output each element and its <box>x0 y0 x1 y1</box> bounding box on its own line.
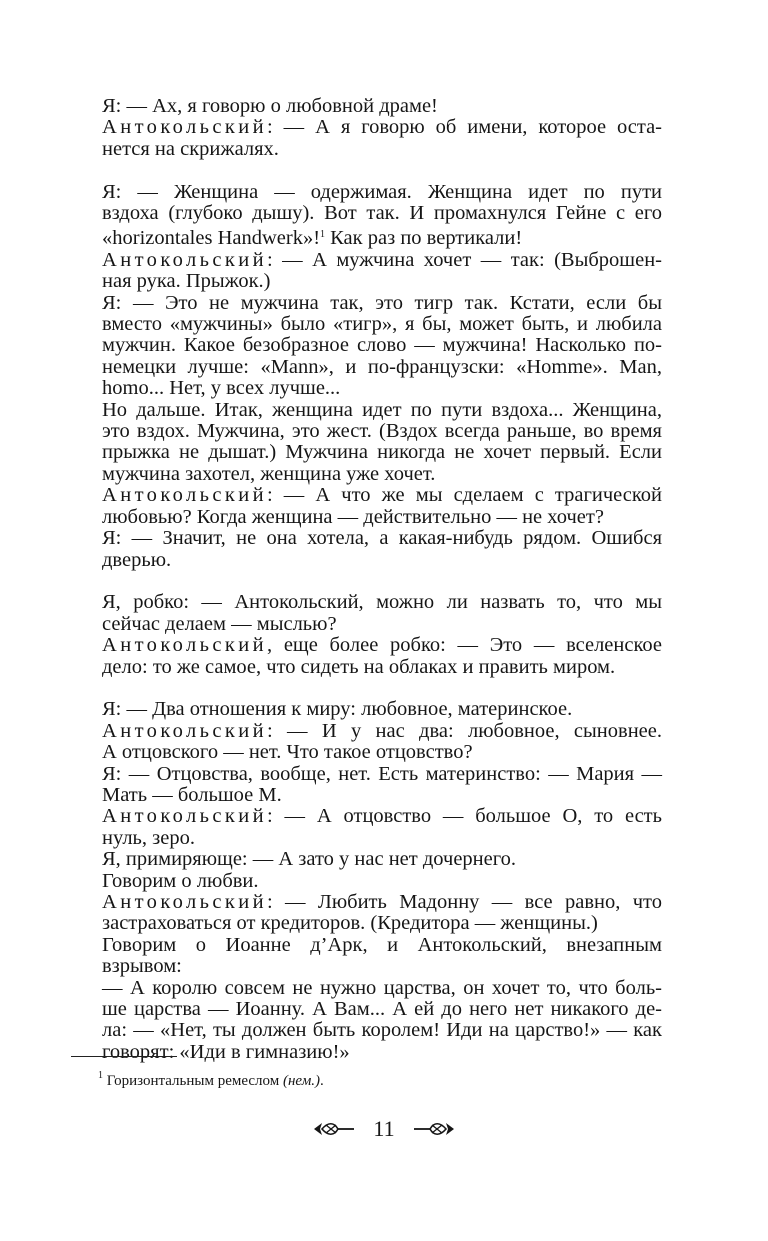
line-text: вздоха (глубоко дышу). Вот так. И промахнулся Гейне с его <box>102 202 662 225</box>
line-text: мужчин. Какое безобразное слово — мужчина! Насколько по- <box>102 334 662 357</box>
text-line <box>71 657 662 678</box>
text-line <box>71 785 662 806</box>
speaker-name: Антокольский <box>102 484 267 507</box>
text-line <box>71 999 662 1020</box>
line-text: вместо «мужчины» было «тигр», я бы, может быть, и любила <box>102 313 662 336</box>
text-line <box>71 139 662 160</box>
paragraph <box>71 485 662 528</box>
line-text: нуль, зеро. <box>102 826 195 849</box>
line-text: Я: — Отцовства, вообще, нет. Есть материнство: — Мария — <box>102 762 662 785</box>
footnote-marker: 1 <box>98 1070 103 1081</box>
paragraph-gap <box>71 571 662 592</box>
paragraph <box>71 592 662 635</box>
footnote-reference: 1 <box>320 229 326 241</box>
footnote-end: . <box>320 1073 324 1089</box>
line-text: сейчас делаем — мыслью? <box>102 612 337 635</box>
paragraph <box>71 935 662 978</box>
line-text: ная рука. Прыжок.) <box>102 270 271 293</box>
paragraph <box>71 293 662 400</box>
line-text: дверью. <box>102 548 172 571</box>
line-text: : — А что же мы сделаем с трагической <box>267 484 662 507</box>
text-line <box>71 485 662 506</box>
line-text: любовью? Когда женщина — действительно — не хочет? <box>102 505 604 528</box>
line-text: Как раз по вертикали! <box>325 227 523 250</box>
paragraph <box>71 978 662 1064</box>
line-text: Говорим о любви. <box>102 869 259 892</box>
text-line <box>71 293 662 314</box>
paragraph <box>71 849 662 870</box>
line-text: Я, примиряюще: — А зато у нас нет дочернего. <box>102 848 517 871</box>
line-text: Я: — Значит, не она хотела, а какая-нибудь рядом. Ошибся <box>102 527 662 550</box>
line-text: это вздох. Мужчина, это жест. (Вздох всегда раньше, во время <box>102 420 662 443</box>
line-text: Мать — большое М. <box>102 783 282 806</box>
text-line <box>71 978 662 999</box>
text-line <box>71 806 662 827</box>
line-text: Я: — Это не мужчина так, это тигр так. Кстати, если бы <box>102 291 662 314</box>
text-line <box>71 117 662 138</box>
text-line <box>71 614 662 635</box>
text-line <box>71 742 662 763</box>
paragraph <box>71 182 662 250</box>
speaker-name: Антокольский <box>102 890 267 913</box>
text-line <box>71 335 662 356</box>
speaker-name: Антокольский <box>102 805 267 828</box>
paragraph-gap <box>71 160 662 181</box>
line-text: ла: — «Нет, ты должен быть королем! Иди на царство!» — как <box>102 1019 662 1042</box>
line-text: Я: — Женщина — одержимая. Женщина идет по пути <box>102 180 662 203</box>
line-text: — А королю совсем не нужно царства, он хочет то, что боль- <box>102 976 662 999</box>
paragraph <box>71 635 662 678</box>
paragraph <box>71 871 662 892</box>
text-line <box>71 1020 662 1041</box>
text-line <box>71 314 662 335</box>
line-text: Но дальше. Итак, женщина идет по пути вздоха... Женщина, <box>102 398 662 421</box>
line-text: ше царства — Иоанну. А Вам... А ей до него нет никакого де- <box>102 998 662 1021</box>
line-text: homo... Нет, у всех лучше... <box>102 377 341 400</box>
page-footer <box>0 1114 768 1142</box>
paragraph <box>71 528 662 571</box>
paragraph-gap <box>71 678 662 699</box>
text-line <box>71 592 662 613</box>
line-text: застраховаться от кредиторов. (Кредитора — женщины.) <box>102 912 598 935</box>
text-line <box>71 849 662 870</box>
right-ornament-icon <box>412 1120 456 1138</box>
text-line <box>71 892 662 913</box>
page-number: 11 <box>373 1115 395 1141</box>
text-line <box>71 635 662 656</box>
line-text: : — Любить Мадонну — все равно, что <box>267 890 662 913</box>
text-line <box>71 464 662 485</box>
text-line <box>71 828 662 849</box>
text-line <box>71 421 662 442</box>
text-line <box>71 182 662 203</box>
text-line <box>71 357 662 378</box>
line-text: : — А мужчина хочет — так: (Выброшен- <box>267 248 662 271</box>
text-line <box>71 378 662 399</box>
speaker-name: Антокольский <box>102 634 267 657</box>
main-text <box>71 96 662 1063</box>
speaker-name: Антокольский <box>102 116 267 139</box>
line-text: говорят: «Иди в гимназию!» <box>102 1040 350 1063</box>
text-line <box>71 442 662 463</box>
text-line <box>71 224 662 249</box>
paragraph <box>71 806 662 849</box>
text-line <box>71 250 662 271</box>
line-text: прыжка не дышат.) Мужчина никогда не хочет первый. Если <box>102 441 662 464</box>
footnote-text: Горизонтальным ремеслом <box>106 1073 283 1089</box>
line-text: Говорим о Иоанне д’Арк, и Антокольский, внезапным <box>102 933 662 956</box>
text-line <box>71 1042 662 1063</box>
line-text: немецки лучше: «Mann», и по-французски: «Homme». Man, <box>102 355 662 378</box>
line-text: дело: то же самое, что сидеть на облаках и править миром. <box>102 655 616 678</box>
paragraph <box>71 117 662 160</box>
text-line <box>71 203 662 224</box>
text-line <box>71 96 662 117</box>
text-line <box>71 550 662 571</box>
line-text: : — А я говорю об имени, которое оста- <box>267 116 662 139</box>
paragraph <box>71 400 662 486</box>
line-text: : — А отцовство — большое О, то есть <box>267 805 662 828</box>
text-line <box>71 721 662 742</box>
paragraph <box>71 96 662 117</box>
line-text: мужчина захотел, женщина уже хочет. <box>102 462 436 485</box>
paragraph <box>71 250 662 293</box>
text-line <box>71 871 662 892</box>
line-text: Я: — Ах, я говорю о любовной драме! <box>102 95 438 117</box>
text-line <box>71 507 662 528</box>
line-text: «horizontales Handwerk»! <box>102 227 321 250</box>
line-text: нется на скрижалях. <box>102 137 279 160</box>
line-text: : — И у нас два: любовное, сыновнее. <box>267 719 662 742</box>
text-line <box>71 956 662 977</box>
paragraph <box>71 764 662 807</box>
text-line <box>71 528 662 549</box>
text-line <box>71 764 662 785</box>
line-text: , еще более робко: — Это — вселенское <box>267 634 662 657</box>
speaker-name: Антокольский <box>102 719 267 742</box>
text-line <box>71 699 662 720</box>
footnote-note: (нем.) <box>282 1073 321 1089</box>
line-text: Я, робко: — Антокольский, можно ли назвать то, что мы <box>102 591 662 614</box>
speaker-name: Антокольский <box>102 248 267 271</box>
footnote <box>98 1070 324 1090</box>
left-ornament-icon <box>312 1120 356 1138</box>
footnote-rule <box>71 1056 177 1057</box>
line-text: Я: — Два отношения к миру: любовное, материнское. <box>102 698 573 721</box>
text-line <box>71 935 662 956</box>
line-text: А отцовского — нет. Что такое отцовство? <box>102 741 473 764</box>
paragraph <box>71 892 662 935</box>
text-line <box>71 271 662 292</box>
text-line <box>71 913 662 934</box>
paragraph <box>71 699 662 720</box>
line-text: взрывом: <box>102 955 182 978</box>
text-line <box>71 400 662 421</box>
paragraph <box>71 721 662 764</box>
